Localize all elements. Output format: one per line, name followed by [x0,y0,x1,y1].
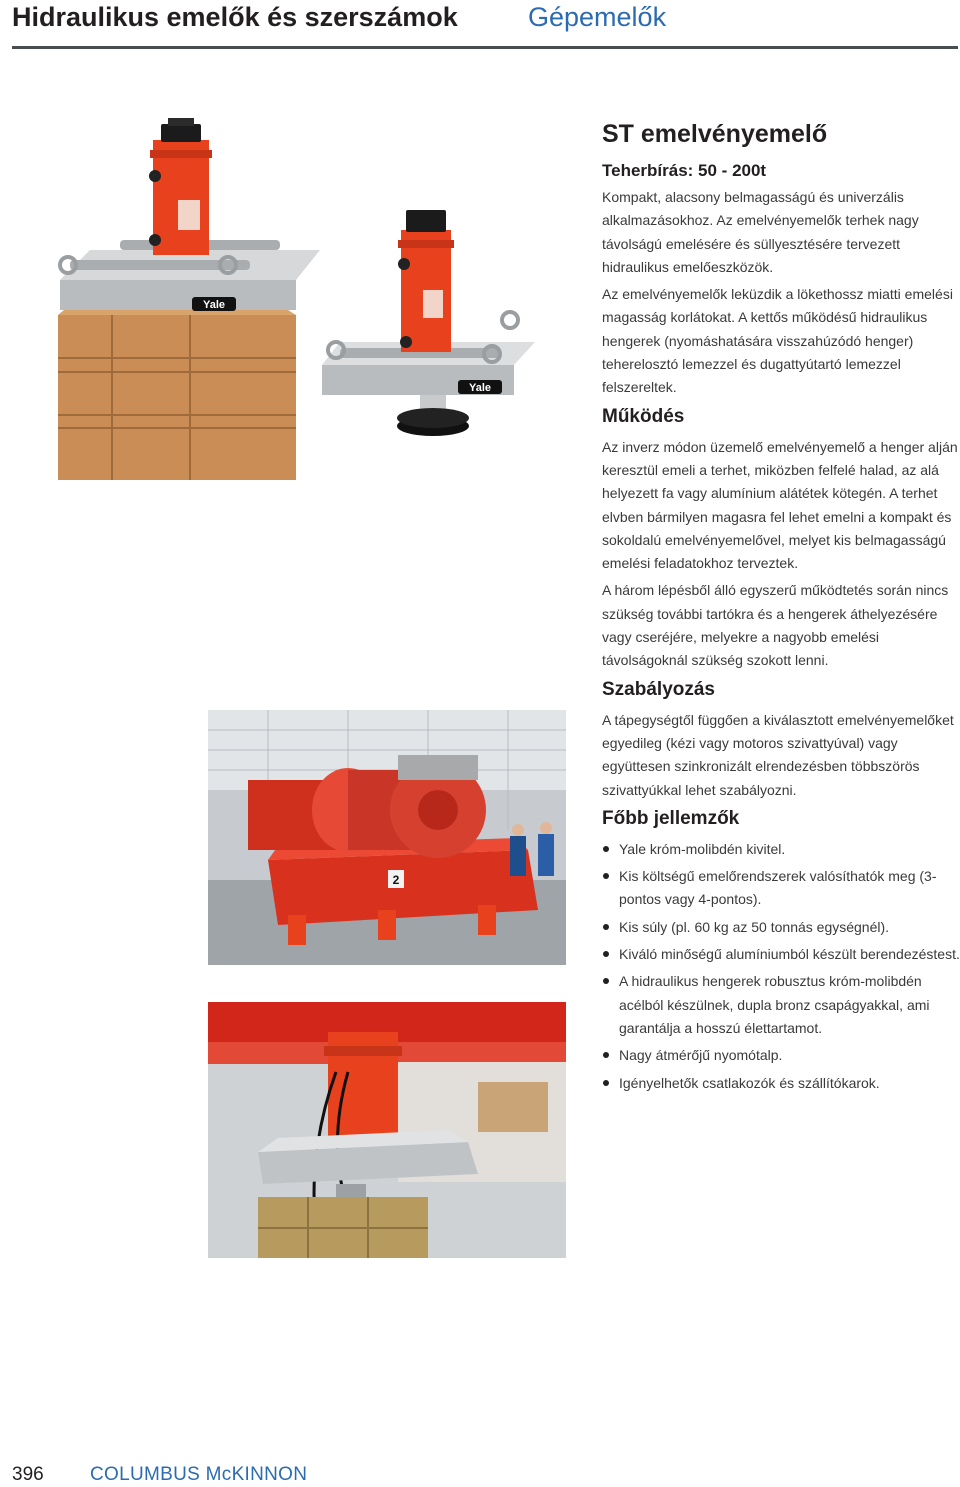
bullet-icon [603,951,609,957]
list-item: Kis súly (pl. 60 kg az 50 tonnás egységnél). [602,916,960,939]
list-item: Igényelhetők csatlakozók és szállítókarok. [602,1072,960,1095]
list-item: Nagy átmérőjű nyomótalp. [602,1044,960,1067]
bullet-icon [603,846,609,852]
intro-paragraph-2: Az emelvényemelők leküzdik a lökethossz miatti emelési magasság korlátokat. A kettős működésű hidraulikus hengerek (nyomáshatására visszahúzódó henger) teherelosztó lemezzel és dugattyútartó lemezzel felszereltek. [602,286,953,396]
list-item: Kiváló minőségű alumíniumból készült berendezéstest. [602,943,960,966]
product-photo-platform-jacks [40,110,560,530]
header-title: Hidraulikus emelők és szerszámok [12,2,458,32]
control-paragraph: A tápegységtől függően a kiválasztott emelvényemelőket egyedileg (kézi vagy motoros szivattyúval) vagy együttesen szinkronizált elrendezésben többszörös szivattyúkkal lehet szabályozni. [602,711,954,798]
list-item: Kis költségű emelőrendszerek valósíthatók meg (3-pontos vagy 4-pontos). [602,865,960,912]
brand-logo: COLUMBUS McKINNON [90,1464,308,1485]
features-heading: Főbb jellemzők [602,807,740,829]
bullet-icon [603,1052,609,1058]
page-number: 396 [12,1464,44,1485]
control-heading: Szabályozás [602,678,715,700]
bullet-icon [603,924,609,930]
machine-number-label: 2 [392,873,400,887]
yale-logo-right: Yale [468,382,492,394]
yale-logo-left: Yale [202,299,226,311]
list-item: A hidraulikus hengerek robusztus króm-molibdén acélból készülnek, dupla bronz csapágyakkal, ami garantálja a hosszú élettartamot. [602,970,960,1040]
list-item: Yale króm-molibdén kivitel. [602,838,960,861]
intro-paragraph-1: Kompakt, alacsony belmagasságú és univerzális alkalmazásokhoz. Az emelvényemelők terhek nagy távolságú emelésére és süllyesztésére tervezett hidraulikus emelőeszközök. [602,189,919,275]
operation-paragraph-2: A három lépésből álló egyszerű működtetés során nincs szükség további tartókra és a hengerek áthelyezésére vagy cseréjére, melyekre a nagyobb emelési távolságoknál szükség szokott lenni. [602,582,949,669]
application-photo-jack-closeup [208,1002,566,1258]
content-column [602,118,960,1099]
bullet-icon [603,1080,609,1086]
product-title: ST emelvényemelő [602,120,828,148]
operation-paragraph-1: Az inverz módon üzemelő emelvényemelő a henger alján keresztül emeli a terhet, miközben felfelé halad, az alá helyezett fa vagy alumínium alátétek kötegén. A terhet elvben bármilyen magasra fel lehet emelni a kompakt és sokoldalú emelvényemelővel, melyet kis belmagasságú emelési feladatokhoz terveztek. [602,438,958,572]
header-section: Gépemelők [528,2,667,32]
application-photo-machine-lifting [208,710,566,965]
capacity-label: Teherbírás: 50 - 200t [602,161,767,180]
page-header [12,0,958,49]
features-list [602,838,960,1095]
operation-heading: Működés [602,405,685,427]
wood-stack [58,305,296,480]
bullet-icon [603,978,609,984]
bullet-icon [603,873,609,879]
